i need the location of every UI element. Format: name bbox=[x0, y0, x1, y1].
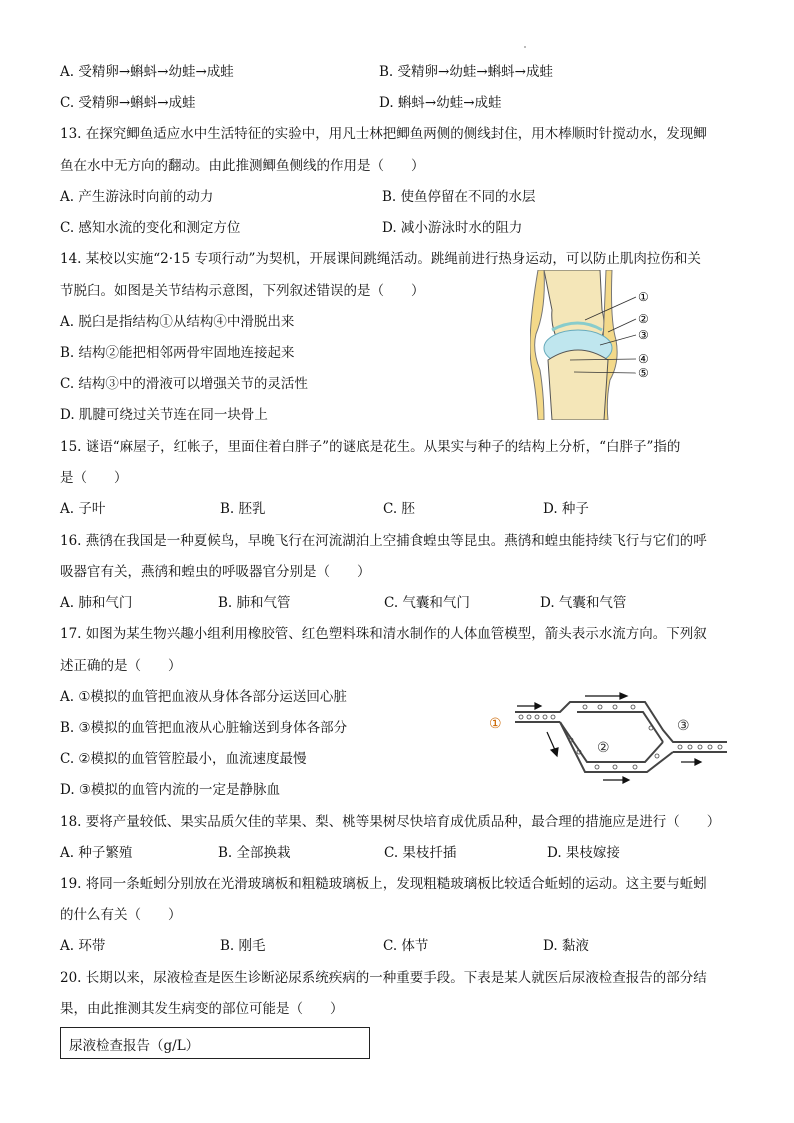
q15-option-c: C. 胚 bbox=[383, 501, 415, 517]
q15-stem-2: 是（ ） bbox=[60, 470, 128, 486]
q12-option-a: A. 受精卵→蝌蚪→幼蛙→成蛙 bbox=[60, 64, 234, 80]
q17-option-c: C. ②模拟的血管管腔最小，血流速度最慢 bbox=[60, 751, 307, 767]
knee-joint-diagram bbox=[530, 270, 665, 420]
knee-label-3: ③ bbox=[638, 328, 649, 342]
q18-option-b: B. 全部换栽 bbox=[218, 845, 291, 861]
q12-option-c: C. 受精卵→蝌蚪→成蛙 bbox=[60, 95, 196, 111]
q15-option-b: B. 胚乳 bbox=[220, 501, 266, 517]
vessel-label-3: ③ bbox=[677, 718, 690, 734]
q19-stem-1: 19. 将同一条蚯蚓分别放在光滑玻璃板和粗糙玻璃板上，发现粗糙玻璃板比较适合蚯蚓的运动。这主要与蚯蚓 bbox=[60, 876, 707, 892]
blood-vessel-model-diagram bbox=[485, 690, 730, 785]
q19-stem-2: 的什么有关（ ） bbox=[60, 907, 182, 923]
q12-option-d: D. 蝌蚪→幼蛙→成蛙 bbox=[379, 95, 502, 111]
q13-option-b: B. 使鱼停留在不同的水层 bbox=[382, 189, 536, 205]
q19-option-a: A. 环带 bbox=[60, 938, 106, 954]
q19-option-d: D. 黏液 bbox=[543, 938, 589, 954]
q17-stem-2: 述正确的是（ ） bbox=[60, 658, 182, 674]
q17-option-a: A. ①模拟的血管把血液从身体各部分运送回心脏 bbox=[60, 689, 347, 705]
vessel-label-1: ① bbox=[489, 716, 502, 732]
q18-option-a: A. 种子繁殖 bbox=[60, 845, 133, 861]
q19-option-c: C. 体节 bbox=[383, 938, 429, 954]
q17-option-b: B. ③模拟的血管把血液从心脏输送到身体各部分 bbox=[60, 720, 348, 736]
scan-dot bbox=[524, 46, 526, 48]
q18-option-c: C. 果枝扦插 bbox=[384, 845, 457, 861]
q16-option-d: D. 气囊和气管 bbox=[540, 595, 627, 611]
q14-option-a: A. 脱臼是指结构①从结构④中滑脱出来 bbox=[60, 314, 295, 330]
urine-report-table bbox=[60, 1027, 370, 1059]
q19-option-b: B. 刚毛 bbox=[220, 938, 266, 954]
q13-option-c: C. 感知水流的变化和测定方位 bbox=[60, 220, 241, 236]
q14-stem-2: 节脱臼。如图是关节结构示意图，下列叙述错误的是（ ） bbox=[60, 283, 425, 299]
q14-option-d: D. 肌腱可绕过关节连在同一块骨上 bbox=[60, 407, 268, 423]
urine-report-header: 尿液检查报告（g/L） bbox=[69, 1038, 200, 1054]
q20-stem-1: 20. 长期以来，尿液检查是医生诊断泌尿系统疾病的一种重要手段。下表是某人就医后尿液检查报告的部分结 bbox=[60, 970, 707, 986]
q12-option-b: B. 受精卵→幼蛙→蝌蚪→成蛙 bbox=[379, 64, 553, 80]
knee-label-1: ① bbox=[638, 290, 649, 304]
knee-label-4: ④ bbox=[638, 352, 649, 366]
knee-label-2: ② bbox=[638, 312, 649, 326]
q16-option-a: A. 肺和气门 bbox=[60, 595, 133, 611]
knee-label-5: ⑤ bbox=[638, 366, 649, 380]
q15-option-d: D. 种子 bbox=[543, 501, 589, 517]
q16-option-b: B. 肺和气管 bbox=[218, 595, 291, 611]
q15-stem-1: 15. 谜语“麻屋子，红帐子，里面住着白胖子”的谜底是花生。从果实与种子的结构上分析，“白胖子”指的 bbox=[60, 439, 681, 455]
q17-option-d: D. ③模拟的血管内流的一定是静脉血 bbox=[60, 782, 281, 798]
q16-stem-2: 吸器官有关，燕鸻和蝗虫的呼吸器官分别是（ ） bbox=[60, 564, 371, 580]
q13-stem-2: 鱼在水中无方向的翻动。由此推测鲫鱼侧线的作用是（ ） bbox=[60, 158, 425, 174]
q13-stem-1: 13. 在探究鲫鱼适应水中生活特征的实验中，用凡士林把鲫鱼两侧的侧线封住，用木棒顺时针搅动水，发现鲫 bbox=[60, 126, 707, 142]
q17-stem-1: 17. 如图为某生物兴趣小组利用橡胶管、红色塑料珠和清水制作的人体血管模型，箭头表示水流方向。下列叙 bbox=[60, 626, 707, 642]
q18-option-d: D. 果枝嫁接 bbox=[547, 845, 620, 861]
q18-stem: 18. 要将产量较低、果实品质欠佳的苹果、梨、桃等果树尽快培育成优质品种，最合理的措施应是进行（ ） bbox=[60, 814, 721, 830]
q14-stem-1: 14. 某校以实施“2·15 专项行动”为契机，开展课间跳绳活动。跳绳前进行热身运动，可以防止肌肉拉伤和关 bbox=[60, 251, 701, 267]
q13-option-d: D. 减小游泳时水的阻力 bbox=[382, 220, 523, 236]
q14-option-c: C. 结构③中的滑液可以增强关节的灵活性 bbox=[60, 376, 308, 392]
q13-option-a: A. 产生游泳时向前的动力 bbox=[60, 189, 214, 205]
q14-option-b: B. 结构②能把相邻两骨牢固地连接起来 bbox=[60, 345, 295, 361]
q16-option-c: C. 气囊和气门 bbox=[384, 595, 470, 611]
q15-option-a: A. 子叶 bbox=[60, 501, 106, 517]
q20-stem-2: 果，由此推测其发生病变的部位可能是（ ） bbox=[60, 1001, 344, 1017]
q16-stem-1: 16. 燕鸻在我国是一种夏候鸟，早晚飞行在河流湖泊上空捕食蝗虫等昆虫。燕鸻和蝗虫能持续飞行与它们的呼 bbox=[60, 533, 707, 549]
vessel-label-2: ② bbox=[597, 740, 610, 756]
